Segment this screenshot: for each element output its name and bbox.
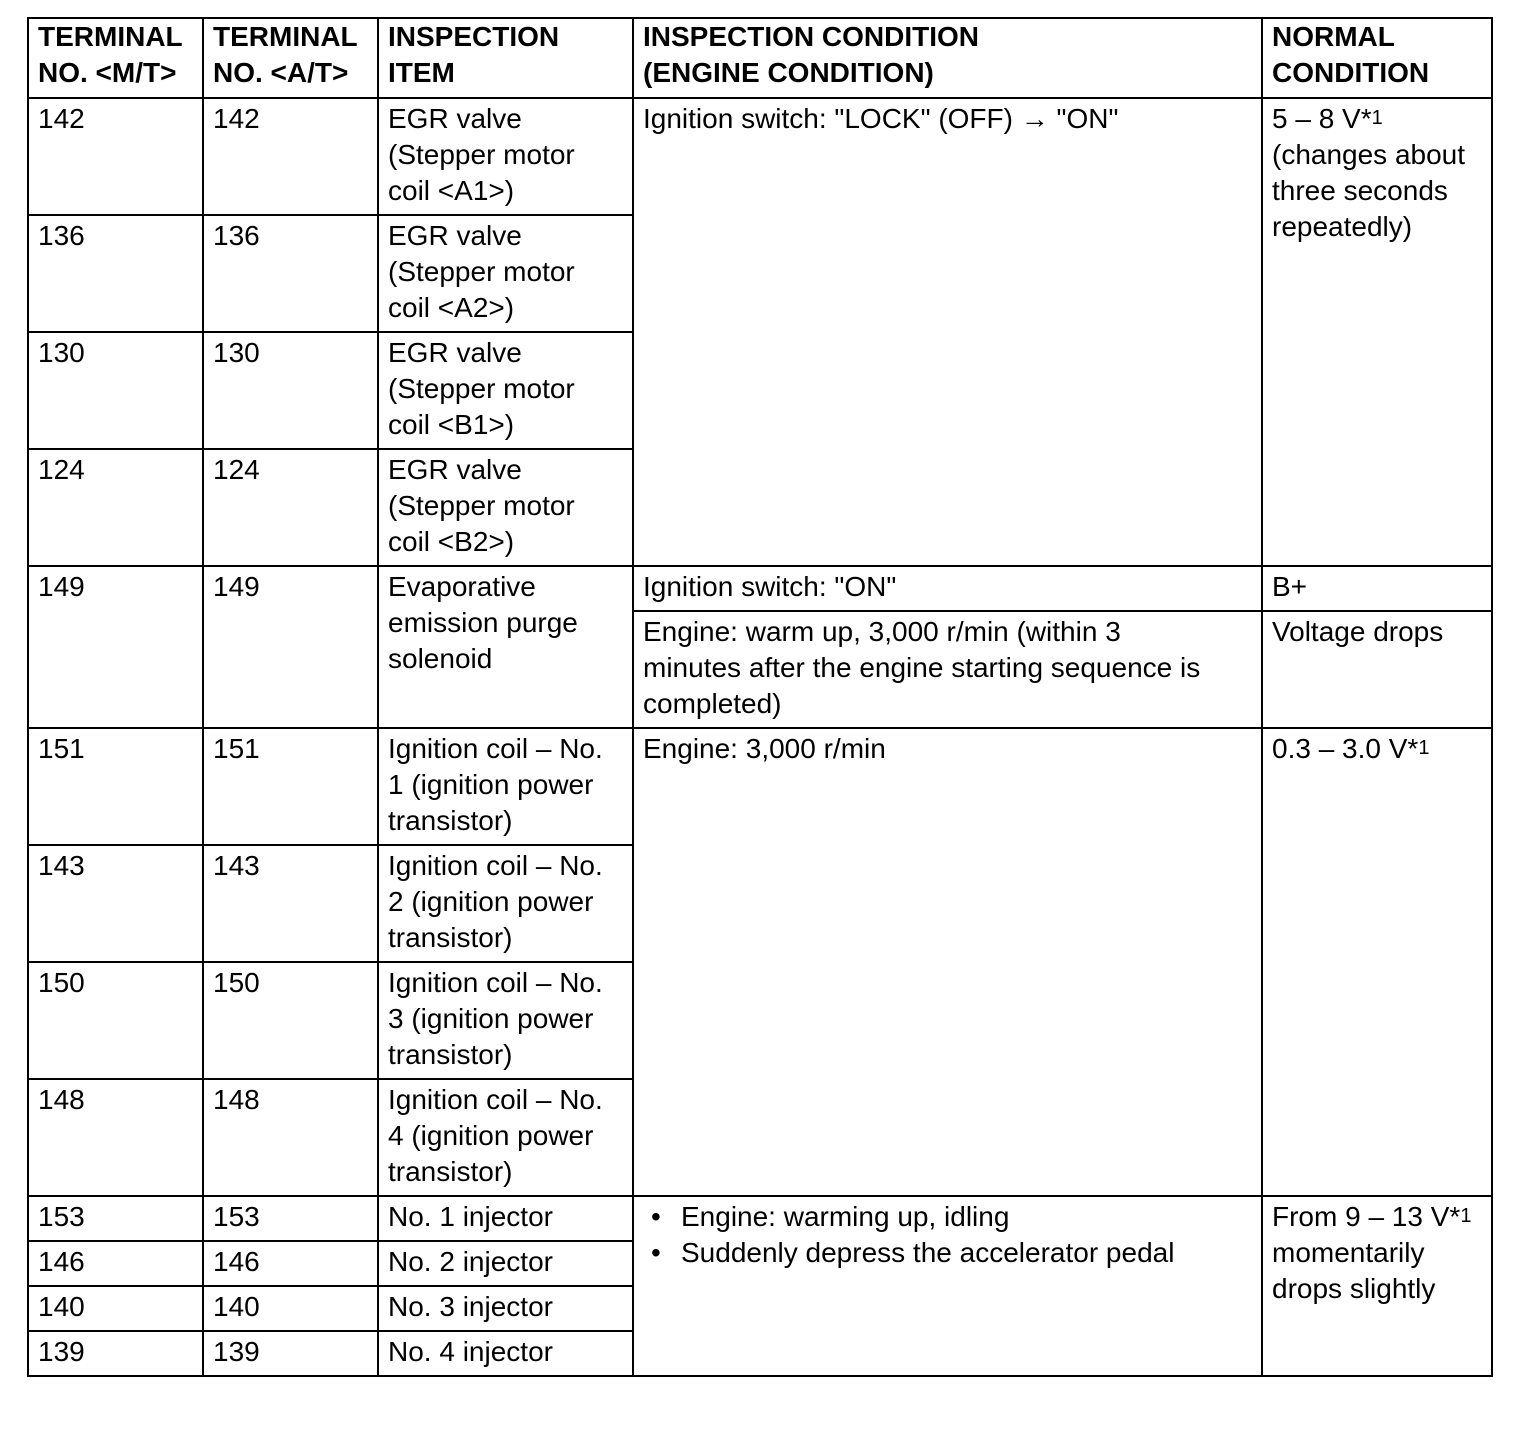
injector-normal-cell: From 9 – 13 V*$^1$ momentarily drops slightly xyxy=(1262,1196,1492,1376)
purge-normal-cell: B+ xyxy=(1262,566,1492,611)
terminal-inspection-table xyxy=(27,17,1493,1377)
terminal-mt-cell: 153 xyxy=(28,1196,203,1241)
table-row xyxy=(28,566,1492,611)
terminal-mt-cell: 150 xyxy=(28,962,203,1079)
header-inspection-item: INSPECTION ITEM xyxy=(378,18,633,98)
terminal-at-cell: 140 xyxy=(203,1286,378,1331)
header-terminal-mt: TERMINAL NO. <M/T> xyxy=(28,18,203,98)
terminal-at-cell: 130 xyxy=(203,332,378,449)
table-row xyxy=(28,1196,1492,1241)
inspection-item-cell: EGR valve (Stepper motor coil <A1>) xyxy=(378,98,633,215)
table-row xyxy=(28,728,1492,845)
terminal-mt-cell: 143 xyxy=(28,845,203,962)
purge-condition-cell: Engine: warm up, 3,000 r/min (within 3 minutes after the engine starting sequence is completed) xyxy=(633,611,1262,728)
terminal-mt-cell: 124 xyxy=(28,449,203,566)
terminal-mt-cell: 139 xyxy=(28,1331,203,1376)
terminal-mt-cell: 149 xyxy=(28,566,203,728)
inspection-item-cell: EGR valve (Stepper motor coil <A2>) xyxy=(378,215,633,332)
terminal-mt-cell: 142 xyxy=(28,98,203,215)
terminal-at-cell: 148 xyxy=(203,1079,378,1196)
purge-normal-cell: Voltage drops xyxy=(1262,611,1492,728)
terminal-mt-cell: 146 xyxy=(28,1241,203,1286)
inspection-item-cell: Ignition coil – No. 3 (ignition power transistor) xyxy=(378,962,633,1079)
inspection-item-cell: Ignition coil – No. 4 (ignition power transistor) xyxy=(378,1079,633,1196)
injector-condition-cell xyxy=(633,1196,1262,1376)
header-row xyxy=(28,18,1492,98)
header-inspection-condition: INSPECTION CONDITION (ENGINE CONDITION) xyxy=(633,18,1262,98)
ignition-condition-cell: Engine: 3,000 r/min xyxy=(633,728,1262,1196)
condition-bullet-list xyxy=(643,1199,1253,1271)
terminal-at-cell: 139 xyxy=(203,1331,378,1376)
terminal-mt-cell: 140 xyxy=(28,1286,203,1331)
egr-normal-cell: 5 – 8 V*$^1$ (changes about three seconds repeatedly) xyxy=(1262,98,1492,566)
inspection-item-cell: No. 4 injector xyxy=(378,1331,633,1376)
list-item: • Engine: warming up, idling xyxy=(643,1199,1253,1235)
list-item: • Suddenly depress the accelerator pedal xyxy=(643,1235,1253,1271)
bullet-icon: • xyxy=(651,1237,661,1268)
terminal-at-cell: 146 xyxy=(203,1241,378,1286)
terminal-at-cell: 143 xyxy=(203,845,378,962)
terminal-at-cell: 124 xyxy=(203,449,378,566)
terminal-mt-cell: 151 xyxy=(28,728,203,845)
inspection-item-cell: No. 1 injector xyxy=(378,1196,633,1241)
terminal-mt-cell: 130 xyxy=(28,332,203,449)
inspection-item-cell: Ignition coil – No. 1 (ignition power transistor) xyxy=(378,728,633,845)
ignition-normal-cell: 0.3 – 3.0 V*$^1$ xyxy=(1262,728,1492,1196)
terminal-at-cell: 150 xyxy=(203,962,378,1079)
inspection-item-cell: Evaporative emission purge solenoid xyxy=(378,566,633,728)
purge-condition-cell: Ignition switch: "ON" xyxy=(633,566,1262,611)
terminal-at-cell: 136 xyxy=(203,215,378,332)
inspection-item-cell: No. 2 injector xyxy=(378,1241,633,1286)
inspection-item-cell: EGR valve (Stepper motor coil <B2>) xyxy=(378,449,633,566)
terminal-mt-cell: 136 xyxy=(28,215,203,332)
egr-condition-cell: Ignition switch: "LOCK" (OFF) → "ON" xyxy=(633,98,1262,566)
terminal-at-cell: 149 xyxy=(203,566,378,728)
bullet-icon: • xyxy=(651,1201,661,1232)
header-normal-condition: NORMAL CONDITION xyxy=(1262,18,1492,98)
terminal-at-cell: 153 xyxy=(203,1196,378,1241)
inspection-item-cell: EGR valve (Stepper motor coil <B1>) xyxy=(378,332,633,449)
inspection-item-cell: No. 3 injector xyxy=(378,1286,633,1331)
terminal-at-cell: 142 xyxy=(203,98,378,215)
header-terminal-at: TERMINAL NO. <A/T> xyxy=(203,18,378,98)
inspection-item-cell: Ignition coil – No. 2 (ignition power transistor) xyxy=(378,845,633,962)
terminal-at-cell: 151 xyxy=(203,728,378,845)
terminal-mt-cell: 148 xyxy=(28,1079,203,1196)
table-row xyxy=(28,98,1492,215)
